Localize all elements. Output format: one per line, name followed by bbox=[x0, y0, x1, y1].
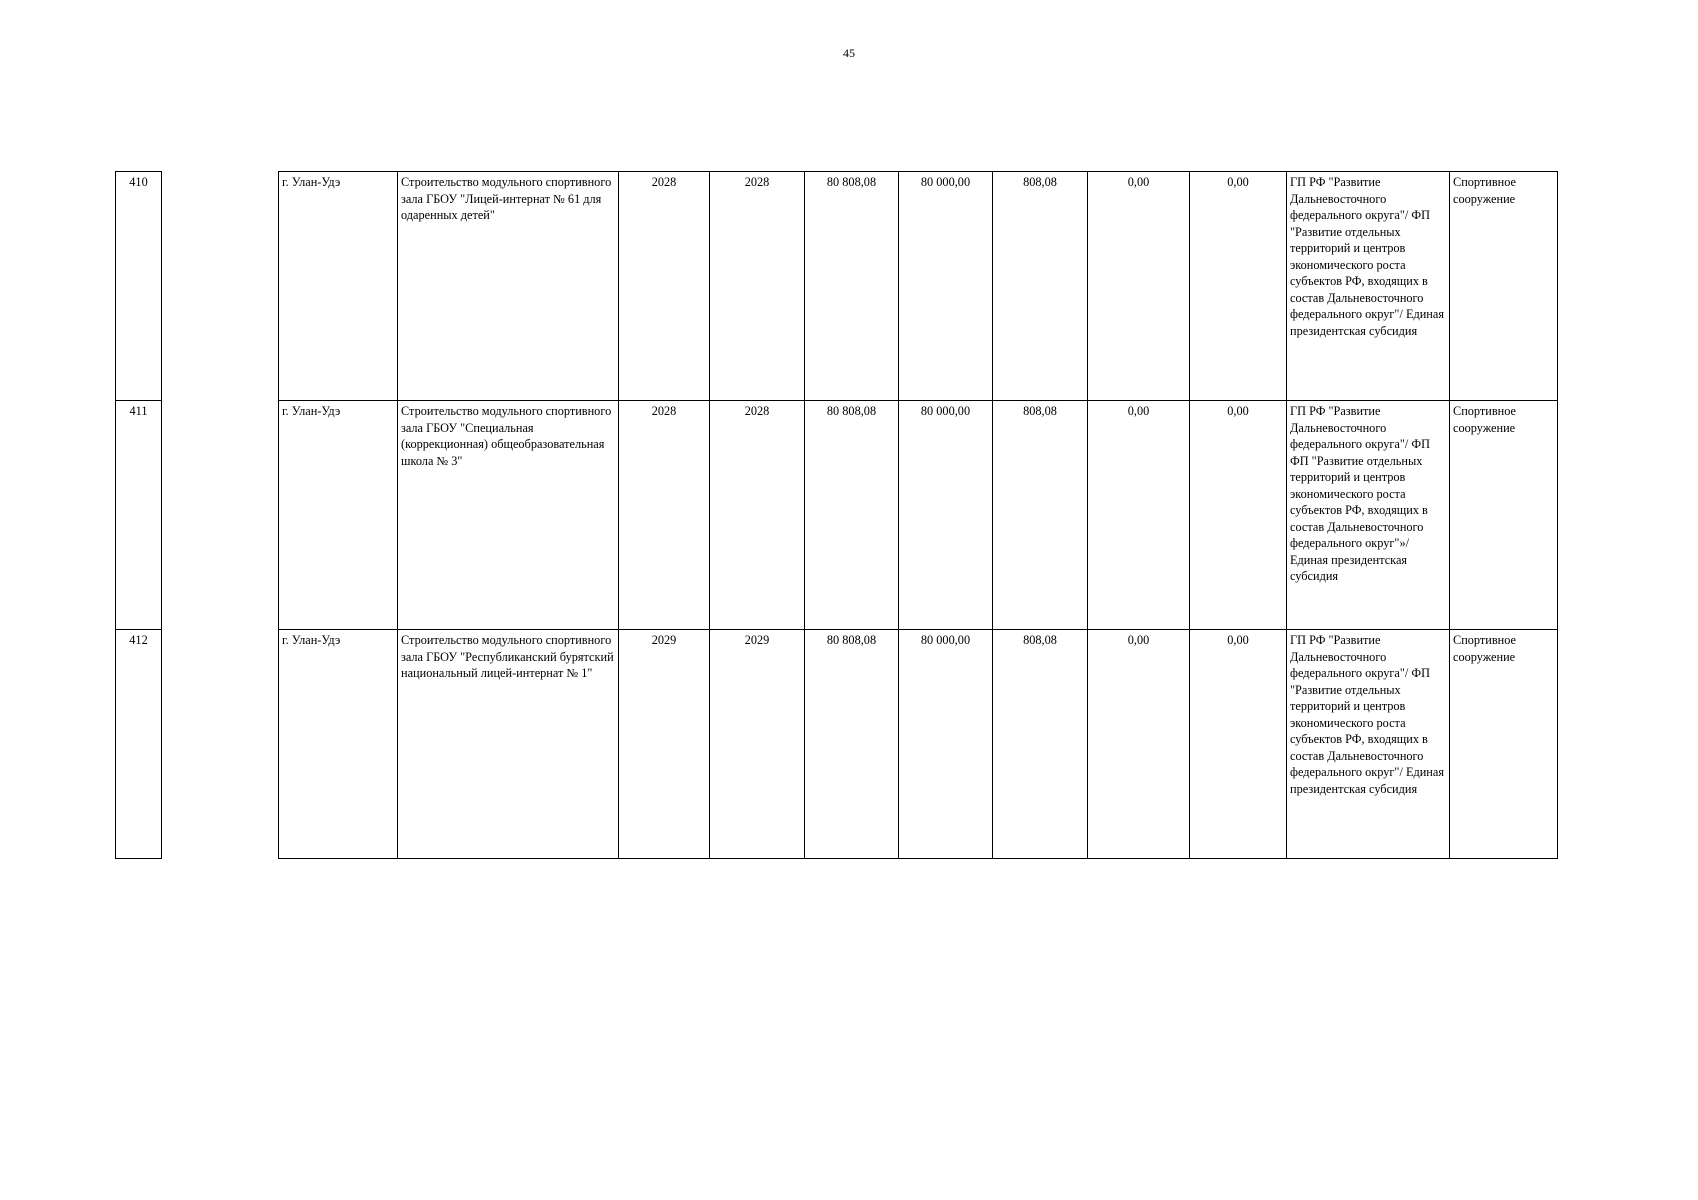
table-row bbox=[116, 401, 1558, 630]
row-number: 411 bbox=[116, 401, 162, 630]
description-cell: Строительство модульного спортивного зала ГБОУ "Специальная (коррекционная) общеобразовательная школа № 3" bbox=[398, 401, 619, 630]
program-cell: ГП РФ "Развитие Дальневосточного федерального округа"/ ФП ФП "Развитие отдельных территорий и центров экономического роста субъектов РФ, входящих в состав Дальневосточного федерального округ"»/ Единая президентская субсидия bbox=[1287, 401, 1450, 630]
table-row bbox=[116, 630, 1558, 859]
year-start-cell: 2028 bbox=[619, 401, 710, 630]
location-cell: г. Улан-Удэ bbox=[279, 172, 398, 401]
regional-amount-cell: 808,08 bbox=[993, 172, 1088, 401]
empty-gap-cell bbox=[162, 630, 279, 859]
location-cell: г. Улан-Удэ bbox=[279, 401, 398, 630]
object-type-cell: Спортивное сооружение bbox=[1450, 401, 1558, 630]
table-row bbox=[116, 172, 1558, 401]
total-amount-cell: 80 808,08 bbox=[805, 630, 899, 859]
year-end-cell: 2029 bbox=[710, 630, 805, 859]
location-cell: г. Улан-Удэ bbox=[279, 630, 398, 859]
description-cell: Строительство модульного спортивного зала ГБОУ "Лицей-интернат № 61 для одаренных детей" bbox=[398, 172, 619, 401]
municipal-amount-cell: 0,00 bbox=[1088, 401, 1190, 630]
object-type-cell: Спортивное сооружение bbox=[1450, 172, 1558, 401]
description-cell: Строительство модульного спортивного зала ГБОУ "Республиканский бурятский национальный лицей-интернат № 1" bbox=[398, 630, 619, 859]
object-type-cell: Спортивное сооружение bbox=[1450, 630, 1558, 859]
program-cell: ГП РФ "Развитие Дальневосточного федерального округа"/ ФП "Развитие отдельных территорий и центров экономического роста субъектов РФ, входящих в состав Дальневосточного федерального округ"/ Единая президентская субсидия bbox=[1287, 172, 1450, 401]
empty-gap-cell bbox=[162, 172, 279, 401]
year-end-cell: 2028 bbox=[710, 401, 805, 630]
federal-amount-cell: 80 000,00 bbox=[899, 401, 993, 630]
objects-table bbox=[115, 171, 1558, 859]
regional-amount-cell: 808,08 bbox=[993, 630, 1088, 859]
extra-amount-cell: 0,00 bbox=[1190, 401, 1287, 630]
year-end-cell: 2028 bbox=[710, 172, 805, 401]
extra-amount-cell: 0,00 bbox=[1190, 172, 1287, 401]
extra-amount-cell: 0,00 bbox=[1190, 630, 1287, 859]
row-number: 412 bbox=[116, 630, 162, 859]
page-number: 45 bbox=[843, 46, 855, 60]
year-start-cell: 2028 bbox=[619, 172, 710, 401]
municipal-amount-cell: 0,00 bbox=[1088, 630, 1190, 859]
federal-amount-cell: 80 000,00 bbox=[899, 172, 993, 401]
municipal-amount-cell: 0,00 bbox=[1088, 172, 1190, 401]
row-number: 410 bbox=[116, 172, 162, 401]
regional-amount-cell: 808,08 bbox=[993, 401, 1088, 630]
total-amount-cell: 80 808,08 bbox=[805, 172, 899, 401]
federal-amount-cell: 80 000,00 bbox=[899, 630, 993, 859]
empty-gap-cell bbox=[162, 401, 279, 630]
total-amount-cell: 80 808,08 bbox=[805, 401, 899, 630]
year-start-cell: 2029 bbox=[619, 630, 710, 859]
program-cell: ГП РФ "Развитие Дальневосточного федерального округа"/ ФП "Развитие отдельных территорий и центров экономического роста субъектов РФ, входящих в состав Дальневосточного федерального округ"/ Единая президентская субсидия bbox=[1287, 630, 1450, 859]
